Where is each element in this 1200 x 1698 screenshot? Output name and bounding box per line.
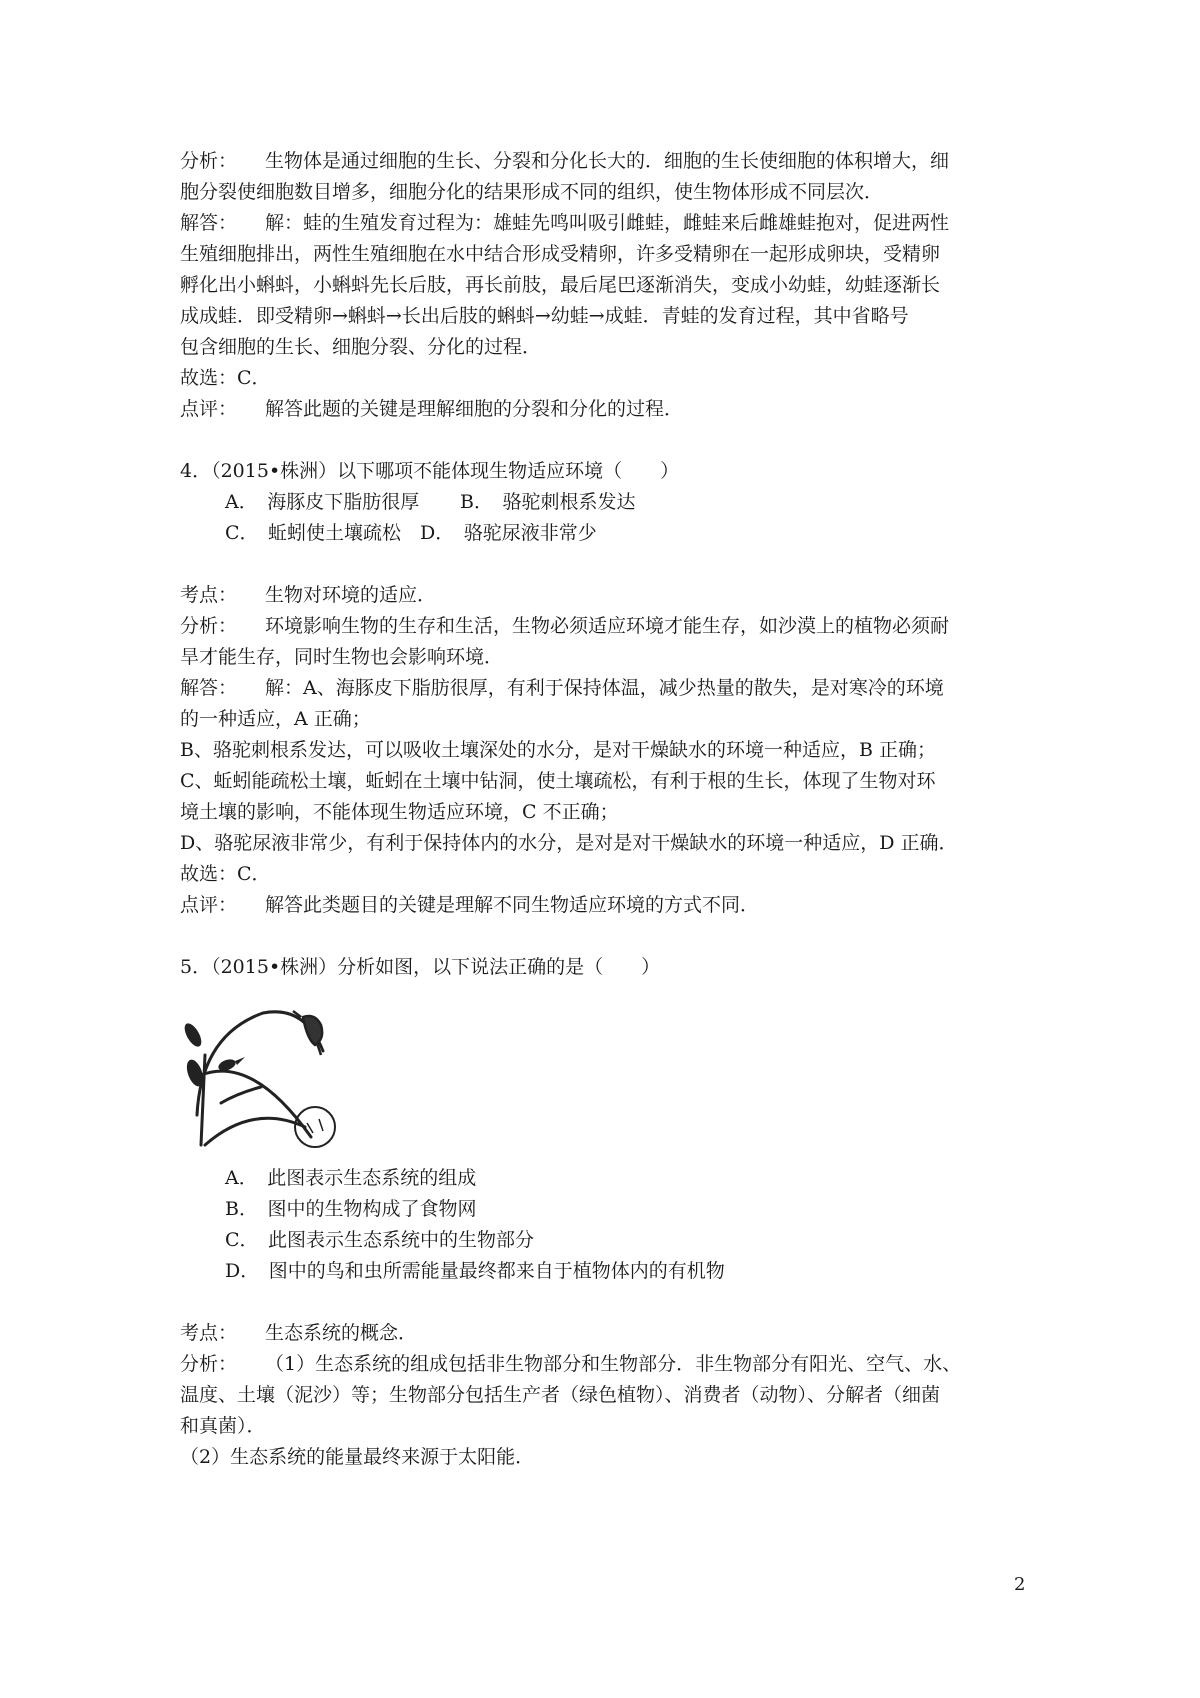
arc-bottom — [205, 1118, 305, 1145]
analysis-label: 分析： — [180, 615, 238, 637]
q3-analysis-cont: 胞分裂使细胞数目增多，细胞分化的结果形成不同的组织，使生物体形成不同层次． — [180, 181, 884, 203]
q4-answer-cont: 境土壤的影响，不能体现生物适应环境，C 不正确； — [180, 801, 619, 823]
q4-point — [180, 580, 1040, 611]
answer-text: 解：蛙的生殖发育过程为：雄蛙先鸣叫吸引雌蛙，雌蛙来后雌雄蛙抱对，促进两性 — [265, 212, 950, 234]
q5-option-d: D． 图中的鸟和虫所需能量最终都来自于植物体内的有机物 — [225, 1260, 725, 1282]
q4-options-row1 — [180, 487, 1040, 518]
q4-option-d: D． 骆驼尿液非常少 — [420, 522, 597, 544]
q3-answer — [180, 208, 1040, 239]
q5-analysis-cont: 温度、土壤（泥沙）等；生物部分包括生产者（绿色植物）、消费者（动物）、分解者（细菌 — [180, 1384, 941, 1406]
q3-answer-cont: 包含细胞的生长、细胞分裂、分化的过程． — [180, 336, 542, 358]
q4-answer-cont: B、骆驼刺根系发达，可以吸收土壤深处的水分，是对干燥缺水的环境一种适应，B 正确； — [180, 739, 936, 761]
q5-point — [180, 1318, 1040, 1349]
analysis-text: 生物体是通过细胞的生长、分裂和分化长大的．细胞的生长使细胞的体积增大，细 — [265, 150, 950, 172]
q4-analysis-cont: 旱才能生存，同时生物也会影响环境． — [180, 646, 504, 668]
analysis-text: （1）生态系统的组成包括非生物部分和生物部分．非生物部分有阳光、空气、水、 — [265, 1353, 962, 1375]
answer-label: 解答： — [180, 677, 238, 699]
bird-beak-icon — [235, 1057, 245, 1065]
q4-option-a: A． 海豚皮下脂肪很厚 — [225, 491, 420, 513]
q4-comment — [180, 890, 1040, 921]
q4-stem: 4．（2015•株洲）以下哪项不能体现生物适应环境（ ） — [180, 460, 680, 482]
q5-option-b: B． 图中的生物构成了食物网 — [225, 1198, 477, 1220]
point-label: 考点： — [180, 1322, 238, 1344]
q4-answer-cont: 的一种适应，A 正确； — [180, 708, 371, 730]
q4-answer — [180, 673, 1040, 704]
q5-option-c: C． 此图表示生态系统中的生物部分 — [225, 1229, 535, 1251]
comment-label: 点评： — [180, 894, 238, 916]
leaf-icon — [183, 1021, 205, 1050]
q4-answer-cont: D、骆驼尿液非常少，有利于保持体内的水分，是对是对干燥缺水的环境一种适应，D 正确． — [180, 832, 958, 854]
q4-option-b: B． 骆驼刺根系发达 — [460, 491, 636, 513]
analysis-text: 环境影响生物的生存和生活，生物必须适应环境才能生存，如沙漠上的植物必须耐 — [265, 615, 950, 637]
answer-text: 解：A、海豚皮下脂肪很厚，有利于保持体温，减少热量的散失，是对寒冷的环境 — [265, 677, 944, 699]
point-text: 生物对环境的适应． — [265, 584, 437, 606]
q5-analysis-cont: 和真菌）． — [180, 1415, 266, 1437]
q3-answer-cont: 孵化出小蝌蚪，小蝌蚪先长后肢，再长前肢，最后尾巴逐渐消失，变成小幼蛙，幼蛙逐渐长 — [180, 274, 941, 296]
bird-right-icon — [303, 1016, 322, 1045]
page-content — [180, 146, 1040, 1473]
comment-text: 解答此题的关键是理解细胞的分裂和分化的过程． — [265, 398, 684, 420]
q4-answer-cont: C、蚯蚓能疏松土壤，蚯蚓在土壤中钻洞，使土壤疏松，有利于根的生长，体现了生物对环 — [180, 770, 936, 792]
arc-inner — [221, 1087, 261, 1103]
q4-choice: 故选：C． — [180, 863, 271, 885]
q4-options-row2 — [180, 518, 1040, 549]
circle-icon — [295, 1107, 335, 1147]
ecosystem-sketch — [183, 995, 383, 1155]
analysis-label: 分析： — [180, 150, 238, 172]
point-text: 生态系统的概念． — [265, 1322, 418, 1344]
q5-option-a: A． 此图表示生态系统的组成 — [225, 1167, 477, 1189]
q3-choice: 故选：C． — [180, 367, 271, 389]
comment-label: 点评： — [180, 398, 238, 420]
point-label: 考点： — [180, 584, 238, 606]
q5-stem: 5．（2015•株洲）分析如图，以下说法正确的是（ ） — [180, 956, 661, 978]
q3-analysis — [180, 146, 1040, 177]
answer-label: 解答： — [180, 212, 238, 234]
comment-text: 解答此类题目的关键是理解不同生物适应环境的方式不同． — [265, 894, 760, 916]
analysis-label: 分析： — [180, 1353, 238, 1375]
q5-analysis-cont: （2）生态系统的能量最终来源于太阳能． — [180, 1446, 535, 1468]
q5-analysis — [180, 1349, 1040, 1380]
q3-comment — [180, 394, 1040, 425]
ecosystem-figure — [183, 995, 383, 1155]
q4-option-c: C． 蚯蚓使土壤疏松 — [225, 522, 402, 544]
q4-analysis — [180, 611, 1040, 642]
q3-answer-cont: 生殖细胞排出，两性生殖细胞在水中结合形成受精卵，许多受精卵在一起形成卵块，受精卵 — [180, 243, 941, 265]
plant-stem — [201, 1055, 205, 1145]
q3-answer-cont: 成成蛙．即受精卵→蝌蚪→长出后肢的蝌蚪→幼蛙→成蛙．青蛙的发育过程，其中省略号 — [180, 305, 909, 327]
page-number: 2 — [1014, 1574, 1026, 1595]
